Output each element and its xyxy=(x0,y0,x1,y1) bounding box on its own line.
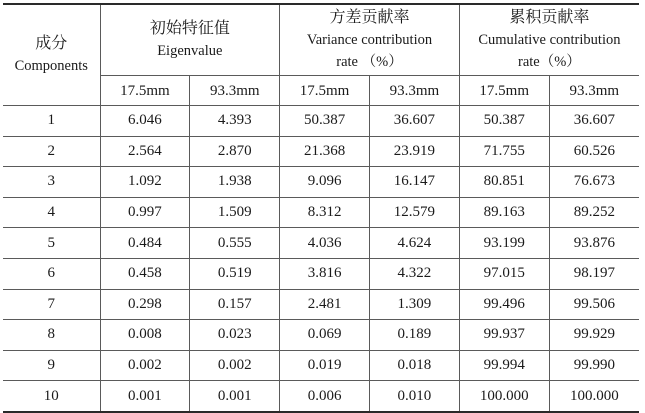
cell-component: 3 xyxy=(3,167,100,198)
cell-cum-17: 100.000 xyxy=(459,381,549,411)
cell-cum-17: 93.199 xyxy=(459,228,549,259)
cell-var-17: 3.816 xyxy=(280,258,370,289)
cell-var-17: 50.387 xyxy=(280,106,370,137)
table-body xyxy=(3,106,639,411)
cell-component: 1 xyxy=(3,106,100,137)
header-components-en: Components xyxy=(14,58,88,74)
header-components-cn: 成分 xyxy=(35,35,68,52)
header-variance-en1: Variance contribution xyxy=(306,32,433,48)
cell-cum-17: 89.163 xyxy=(459,197,549,228)
cell-cum-93: 36.607 xyxy=(549,106,639,137)
cell-eig-17: 0.484 xyxy=(100,228,190,259)
cell-cum-17: 99.937 xyxy=(459,320,549,351)
cell-cum-17: 99.496 xyxy=(459,289,549,320)
cell-var-17: 8.312 xyxy=(280,197,370,228)
cell-var-93: 0.189 xyxy=(369,320,459,351)
cell-var-93: 1.309 xyxy=(369,289,459,320)
cell-var-17: 0.006 xyxy=(280,381,370,411)
table-row xyxy=(3,289,639,320)
cell-cum-93: 99.506 xyxy=(549,289,639,320)
subheader-var-17: 17.5mm xyxy=(280,76,370,106)
cell-cum-93: 93.876 xyxy=(549,228,639,259)
cell-component: 8 xyxy=(3,320,100,351)
header-cumulative-en1: Cumulative contribution xyxy=(478,32,621,48)
cell-component: 2 xyxy=(3,136,100,167)
cell-var-17: 2.481 xyxy=(280,289,370,320)
cell-eig-93: 0.519 xyxy=(190,258,280,289)
header-variance-cn: 方差贡献率 xyxy=(329,9,410,26)
cell-var-17: 21.368 xyxy=(280,136,370,167)
cell-cum-17: 99.994 xyxy=(459,350,549,381)
cell-cum-93: 98.197 xyxy=(549,258,639,289)
cell-eig-17: 1.092 xyxy=(100,167,190,198)
cell-eig-93: 0.555 xyxy=(190,228,280,259)
cell-var-93: 0.018 xyxy=(369,350,459,381)
header-variance-en2: rate （%） xyxy=(336,54,403,70)
cell-eig-93: 0.157 xyxy=(190,289,280,320)
cell-cum-17: 71.755 xyxy=(459,136,549,167)
cell-var-93: 0.010 xyxy=(369,381,459,411)
pca-table xyxy=(3,5,639,411)
cell-eig-93: 1.509 xyxy=(190,197,280,228)
cell-cum-93: 76.673 xyxy=(549,167,639,198)
header-eigenvalue-cn: 初始特征值 xyxy=(149,20,230,37)
cell-var-17: 9.096 xyxy=(280,167,370,198)
cell-eig-93: 2.870 xyxy=(190,136,280,167)
cell-cum-93: 99.929 xyxy=(549,320,639,351)
cell-eig-93: 0.023 xyxy=(190,320,280,351)
table-row xyxy=(3,106,639,137)
cell-eig-17: 0.298 xyxy=(100,289,190,320)
cell-component: 7 xyxy=(3,289,100,320)
header-components xyxy=(3,5,100,106)
cell-cum-93: 89.252 xyxy=(549,197,639,228)
cell-cum-17: 97.015 xyxy=(459,258,549,289)
cell-eig-17: 0.458 xyxy=(100,258,190,289)
cell-component: 5 xyxy=(3,228,100,259)
cell-cum-93: 100.000 xyxy=(549,381,639,411)
cell-cum-93: 99.990 xyxy=(549,350,639,381)
cell-eig-93: 1.938 xyxy=(190,167,280,198)
cell-cum-93: 60.526 xyxy=(549,136,639,167)
cell-eig-93: 0.001 xyxy=(190,381,280,411)
subheader-eig-93: 93.3mm xyxy=(190,76,280,106)
cell-var-93: 36.607 xyxy=(369,106,459,137)
header-cumulative xyxy=(459,5,639,76)
pca-table-container xyxy=(3,3,639,413)
cell-var-17: 0.019 xyxy=(280,350,370,381)
cell-var-93: 16.147 xyxy=(369,167,459,198)
cell-eig-17: 0.001 xyxy=(100,381,190,411)
subheader-var-93: 93.3mm xyxy=(369,76,459,106)
subheader-eig-17: 17.5mm xyxy=(100,76,190,106)
cell-var-93: 23.919 xyxy=(369,136,459,167)
header-cumulative-en2: rate（%） xyxy=(518,54,581,70)
cell-cum-17: 50.387 xyxy=(459,106,549,137)
cell-component: 4 xyxy=(3,197,100,228)
cell-component: 10 xyxy=(3,381,100,411)
header-eigenvalue-en: Eigenvalue xyxy=(157,43,223,59)
table-row xyxy=(3,136,639,167)
cell-component: 6 xyxy=(3,258,100,289)
cell-cum-17: 80.851 xyxy=(459,167,549,198)
table-row xyxy=(3,320,639,351)
table-row xyxy=(3,228,639,259)
table-row xyxy=(3,167,639,198)
cell-eig-17: 2.564 xyxy=(100,136,190,167)
cell-var-93: 12.579 xyxy=(369,197,459,228)
cell-eig-93: 0.002 xyxy=(190,350,280,381)
cell-var-17: 0.069 xyxy=(280,320,370,351)
table-row xyxy=(3,381,639,411)
cell-component: 9 xyxy=(3,350,100,381)
cell-var-17: 4.036 xyxy=(280,228,370,259)
header-eigenvalue xyxy=(100,5,280,76)
cell-eig-17: 0.997 xyxy=(100,197,190,228)
header-cumulative-cn: 累积贡献率 xyxy=(509,9,590,26)
subheader-cum-17: 17.5mm xyxy=(459,76,549,106)
cell-eig-17: 0.002 xyxy=(100,350,190,381)
header-variance xyxy=(280,5,460,76)
cell-var-93: 4.624 xyxy=(369,228,459,259)
cell-eig-17: 0.008 xyxy=(100,320,190,351)
cell-eig-17: 6.046 xyxy=(100,106,190,137)
cell-eig-93: 4.393 xyxy=(190,106,280,137)
header-row-groups xyxy=(3,5,639,76)
table-row xyxy=(3,258,639,289)
subheader-cum-93: 93.3mm xyxy=(549,76,639,106)
table-row xyxy=(3,350,639,381)
cell-var-93: 4.322 xyxy=(369,258,459,289)
table-row xyxy=(3,197,639,228)
